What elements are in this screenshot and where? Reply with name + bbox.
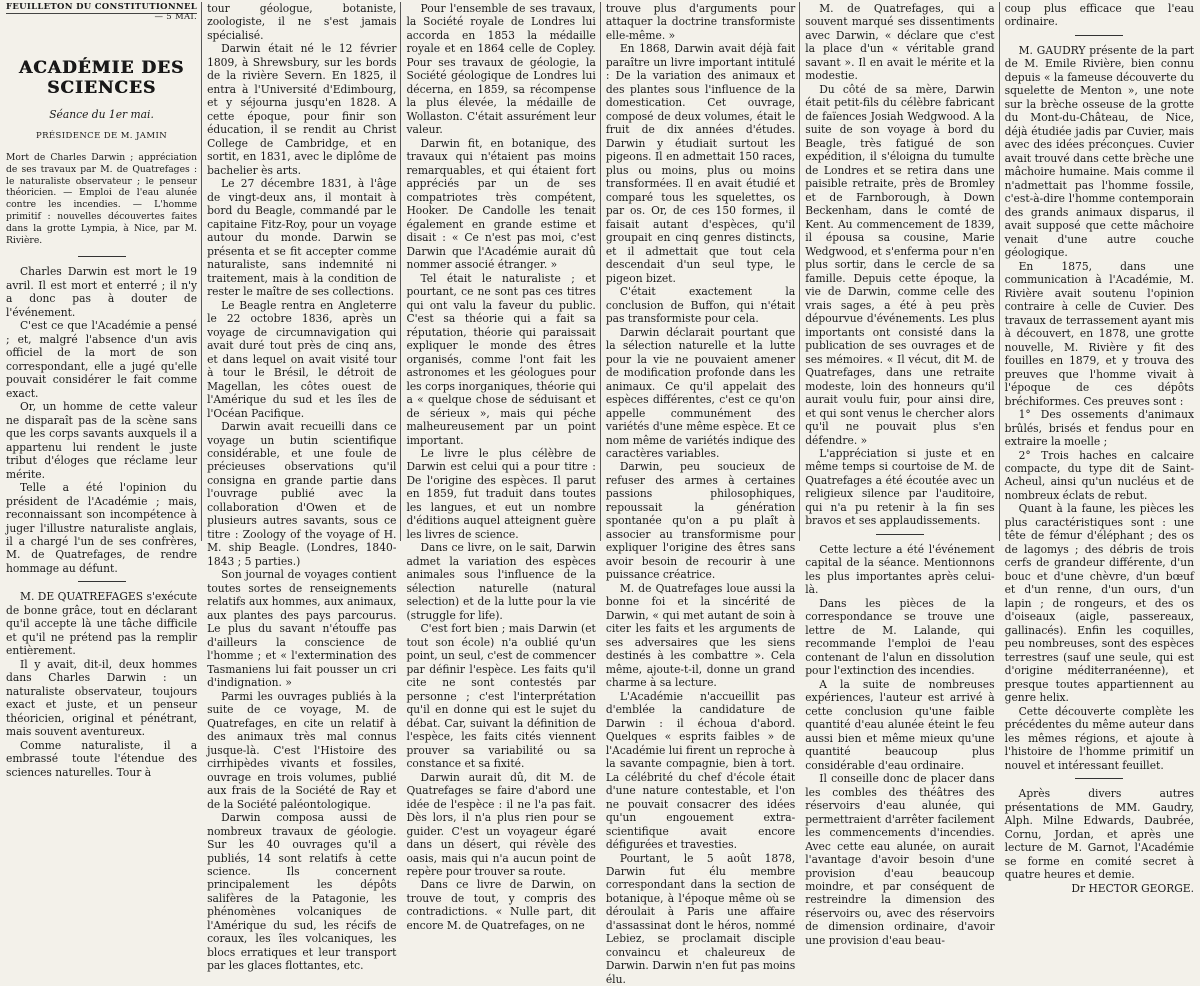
paragraph: Dans les pièces de la correspondance se trouve une lettre de M. Lalande, qui recommande l'emploi de l'eau contenant de l'alun en dissolution pour l'extinction des incendies. <box>805 596 995 678</box>
paragraph: Darwin avait recueilli dans ce voyage un butin scientifique considérable, et une foule de précieuses observations qu'il consigna en grande partie dans l'ouvrage publié avec la collaboration d'Owen et de plusieurs autres savants, sous ce titre : Zoology of the voyage of H. M. ship Beagle. (Londres, 1840-1843 ; 5 parties.) <box>207 420 397 568</box>
paragraph: Le 27 décembre 1831, à l'âge de vingt-deux ans, il montait à bord du Beagle, commandé par le capitaine Fitz-Roy, pour un voyage autour du monde. Darwin se présenta et se fit accepter comme naturaliste, sans indemnité ni traitement, mais à la condition de rester le maître de ses collections. <box>207 177 397 299</box>
section-divider <box>78 256 126 257</box>
paragraph: Darwin déclarait pourtant que la sélection naturelle et la lutte pour la vie ne pouvaient amener de modification profonde dans les animaux. Ce qu'il appelait des espèces différentes, c'est ce qu'on appelle communément des variétés d'une même espèce. Et ce nom même de variétés indique des caractères variables. <box>605 325 796 460</box>
section-divider <box>1075 35 1123 36</box>
paragraph: Il y avait, dit-il, deux hommes dans Charles Darwin : un naturaliste observateur, toujours exact et juste, et un penseur théoricien, original et pénétrant, mais souvent aventureux. <box>6 657 198 739</box>
paragraph: trouve plus d'arguments pour attaquer la doctrine transformiste elle-même. » <box>605 2 796 42</box>
paragraph: Dans ce livre de Darwin, on trouve de tout, y compris des contradictions. « Nulle part, dit encore M. de Quatrefages, on ne <box>406 878 596 932</box>
paragraph: C'est fort bien ; mais Darwin (et tout son école) n'a oublié qu'un point, un seul, c'est de commencer par définir l'espèce. Les faits qu'il cite ne sont contestés par personne ; c'est l'interprétation qu'il en donne qui est le sujet du débat. Car, suivant la définition de l'espèce, les faits cités viennent prouver sa variabilité ou sa constance et sa fixité. <box>406 622 596 771</box>
paragraph: Darwin, peu soucieux de refuser des armes à certaines passions philosophiques, repoussait la génération spontanée qu'on a pu plaît à associer au transformisme pour expliquer l'origine des êtres sans avoir besoin de recourir à une puissance créatrice. <box>605 460 796 582</box>
paragraph: Cette lecture a été l'événement capital de la séance. Mentionnons les plus importantes après celui-là. <box>805 542 995 597</box>
article-summary: Mort de Charles Darwin ; appréciation de ses travaux par M. de Quatrefages : le naturaliste observateur ; le penseur théoricien. — Emploi de l'eau alunée contre les incendies. — L'homme primitif : nouvelles découvertes faites dans la grotte Lympia, à Nice, par M. Rivière. <box>6 152 198 246</box>
section-divider <box>78 581 126 582</box>
paragraph: Comme naturaliste, il a embrassé toute l'étendue des sciences naturelles. Tour à <box>6 738 198 779</box>
paragraph: M. GAUDRY présente de la part de M. Emile Rivière, bien connu depuis « la fameuse découverte du squelette de Menton », une note sur la brèche osseuse de la grotte du Mont-du-Château, de Nice, déjà étudiée jadis par Cuvier, mais avec des idées préconçues. Cuvier avait trouvé dans cette brèche une mâchoire humaine. Mais comme il n'admettait pas l'homme fossile, c'est-à-dire l'homme contemporain des grands animaux disparus, il avait supposé que cette mâchoire venait d'une autre couche géologique. <box>1004 43 1194 260</box>
paragraph: Quant à la faune, les pièces les plus caractéristiques sont : une tête de fémur d'éléphant ; des os de lagomys ; des débris de trois cerfs de grandeur différente, d'un bouc et d'une chèvre, d'un bœuf et d'un renne, d'un ours, d'un lapin ; de rongeurs, et des os d'oiseaux (aigle, passereaux, gallinacés). Enfin les coquilles, peu nombreuses, sont des espèces terrestres (sauf une seule, qui est d'origine méditerranéenne), et presque toutes appartiennent au genre helix. <box>1004 502 1194 705</box>
paragraph: tour géologue, botaniste, zoologiste, il ne s'est jamais spécialisé. <box>207 2 397 42</box>
paragraph: En 1875, dans une communication à l'Académie, M. Rivière avait soutenu l'opinion contraire à celle de Cuvier. Des travaux de terrassement ayant mis à découvert, en 1878, une grotte nouvelle, M. Rivière y fit des fouilles en 1879, et y trouva des preuves que l'homme vivait à l'époque de ces dépôts bréchiformes. Ces preuves sont : <box>1004 259 1194 408</box>
article-signature: Dr HECTOR GEORGE. <box>1071 881 1194 895</box>
paragraph: coup plus efficace que l'eau ordinaire. <box>1004 2 1194 29</box>
paragraph: Le livre le plus célèbre de Darwin est celui qui a pour titre : De l'origine des espèces. Il parut en 1859, fut traduit dans toutes les langues, et eut un nombre d'éditions auquel atteignent guère les livres de science. <box>406 446 596 541</box>
paragraph: Il conseille donc de placer dans les combles des théâtres des réservoirs d'eau alunée, qui permettraient d'arrêter facilement les commencements d'incendies. Avec cette eau alunée, on aurait l'avantage d'avoir besoin d'une provision d'eau beaucoup moindre, et par conséquent de restreindre la dimension des réservoirs ou, avec des réservoirs de dimension ordinaire, d'avoir une provision d'eau beau- <box>805 772 995 947</box>
section-divider <box>876 534 924 535</box>
column-2 <box>207 2 397 973</box>
feuilleton-date: — 5 MAI. <box>154 12 198 22</box>
column-5 <box>805 2 995 947</box>
paragraph: Telle a été l'opinion du président de l'Académie ; mais, reconnaissant son incompétence à juger l'illustre naturaliste anglais, il a chargé l'un de ses confrères, M. de Quatrefages, de rendre hommage au défunt. <box>6 481 198 575</box>
paragraph: M. DE QUATREFAGES s'exécute de bonne grâce, tout en déclarant qu'il accepte là une tâche difficile et qu'il ne prétend pas la remplir entièrement. <box>6 590 198 658</box>
article-title: ACADÉMIE DES SCIENCES <box>18 58 185 98</box>
paragraph: M. de Quatrefages, qui a souvent marqué ses dissentiments avec Darwin, « déclare que c'est la place d'un « véritable grand savant ». Il en avait le mérite et la modestie. <box>805 2 995 83</box>
column-6 <box>1004 2 1194 895</box>
paragraph: Tel était le naturaliste ; et pourtant, ce ne sont pas ces titres qui ont valu la faveur du public. C'est sa théorie qui a fait sa réputation, théorie qui paraissait expliquer le monde des êtres organisés, comme l'ont fait les astronomes et les géologues pour les corps inorganiques, théorie qui a « quelque chose de séduisant et de sérieux », mais qui péche malheureusement par un point important. <box>406 271 596 447</box>
feuilleton-header <box>6 2 198 22</box>
column-3 <box>406 2 596 932</box>
paragraph: Charles Darwin est mort le 19 avril. Il est mort et enterré ; il n'y a donc pas à douter de l'événement. <box>6 265 198 319</box>
paragraph: L'Académie n'accueillit pas d'emblée la candidature de Darwin : il échoua d'abord. Quelques « esprits faibles » de l'Académie lui firent un reproche à la savante compagnie, bien à tort. La célébrité du chef d'école était d'une nature contestable, et l'on ne pouvait consacrer des idées qu'un engouement extra-scientifique avait encore défigurées et travesties. <box>605 689 796 852</box>
paragraph: Après divers autres présentations de MM. Gaudry, Alph. Milne Edwards, Daubrée, Cornu, Jordan, et après une lecture de M. Garnot, l'Académie se forme en comité secret à quatre heures et demie. <box>1004 787 1194 882</box>
paragraph: Dans ce livre, on le sait, Darwin admet la variation des espèces animales sous l'influence de la sélection naturelle (natural selection) et de la lutte pour la vie (struggle for life). <box>406 541 596 622</box>
paragraph: En 1868, Darwin avait déjà fait paraître un livre important intitulé : De la variation des animaux et des plantes sous l'influence de la domestication. Cet ouvrage, composé de deux volumes, était le fruit de dix années d'études. Darwin y étudiait surtout les pigeons. Il en admettait 150 races, plus ou moins, plus ou moins transformées. Il en avait étudié et comparé tous les squelettes, os par os. Or, de ces 150 formes, il faisait autant d'espèces, qu'il groupait en cinq genres distincts, et il admettait que tout cela descendait d'un seul type, le pigeon bizet. <box>605 42 796 285</box>
paragraph: Le Beagle rentra en Angleterre le 22 octobre 1836, après un voyage de circumnavigation qui avait duré tout près de cinq ans, et dans lequel on avait visité tour à tour le Brésil, le détroit de Magellan, les côtes ouest de l'Amérique du sud et les îles de l'Océan Pacifique. <box>207 298 397 420</box>
paragraph: L'appréciation si juste et en même temps si courtoise de M. de Quatrefages a été écoutée avec un religieux silence par l'auditoire, qui n'a pu retenir à la fin ses bravos et ses applaudissements. <box>805 446 995 528</box>
column-1 <box>6 2 198 779</box>
feuilleton-title: FEUILLETON DU CONSTITUTIONNEL <box>6 2 198 12</box>
section-divider <box>1075 778 1123 779</box>
seance-date: Séance du 1er mai. <box>49 108 154 121</box>
paragraph: A la suite de nombreuses expériences, l'auteur est arrivé à cette conclusion qu'une faible quantité d'eau alunée éteint le feu aussi bien et même mieux qu'une quantité beaucoup plus considérable d'eau ordinaire. <box>805 677 995 772</box>
paragraph: 2° Trois haches en calcaire compacte, du type dit de Saint-Acheul, ainsi qu'un nucléus et de nombreux éclats de rebut. <box>1004 448 1194 502</box>
paragraph: Cette découverte complète les précédentes du même auteur dans les mêmes régions, et ajoute à l'histoire de l'homme primitif un nouvel et intéressant feuillet. <box>1004 704 1194 772</box>
paragraph: Son journal de voyages contient toutes sortes de renseignements relatifs aux hommes, aux animaux, aux plantes des pays parcourus. Le plus du savant n'étouffe pas d'ailleurs la conscience de l'homme ; et « l'extermination des Tasmaniens lui fait pousser un cri d'indignation. » <box>207 568 397 690</box>
column-4 <box>605 2 796 986</box>
paragraph: Darwin fit, en botanique, des travaux qui n'étaient pas moins remarquables, et qui étaient fort appréciés par un de ses compatriotes très compétent, Hooker. De Candolle les tenait également en grande estime et disait : « Ce n'est pas moi, c'est Darwin que l'Académie aurait dû nommer associé étranger. » <box>406 136 596 272</box>
paragraph: 1° Des ossements d'animaux brûlés, brisés et fendus pour en extraire la moelle ; <box>1004 408 1194 449</box>
paragraph: Parmi les ouvrages publiés à la suite de ce voyage, M. de Quatrefages, en cite un relatif à des animaux très mal connus jusque-là. C'est l'Histoire des cirrhipèdes vivants et fossiles, ouvrage en trois volumes, publié aux frais de la Société de Ray et de la Société paléontologique. <box>207 689 397 811</box>
paragraph: C'était exactement la conclusion de Buffon, qui n'était pas transformiste pour cela. <box>605 285 796 326</box>
paragraph: Du côté de sa mère, Darwin était petit-fils du célèbre fabricant de faïences Josiah Wedgwood. A la suite de son voyage à bord du Beagle, très fatigué de son expédition, il s'éloigna du tumulte de Londres et se retira dans une paisible retraite, près de Bromley et de Farnborough, à Down Beckenham, dans le comté de Kent. Au commencement de 1839, il épousa sa cousine, Marie Wedgwood, et s'enferma pour n'en plus sortir, dans le cercle de sa famille. Depuis cette époque, la vie de Darwin, comme celle des vrais sages, a été à peu près dépourvue d'événements. Les plus importants ont consisté dans la publication de ses ouvrages et de ses mémoires. « Il vécut, dit M. de Quatrefages, dans une retraite modeste, loin des honneurs qu'il aurait voulu fuir, pour ainsi dire, et qui sont venus le chercher alors qu'il ne pouvait plus s'en défendre. » <box>805 82 995 447</box>
paragraph: Darwin était né le 12 février 1809, à Shrewsbury, sur les bords de la rivière Severn. En 1825, il entra à l'Université d'Edimbourg, et y séjourna jusqu'en 1828. A cette époque, pour finir son éducation, il se rendit au Christ College de Cambridge, et en sortit, en 1831, avec le diplôme de bachelier ès arts. <box>207 42 397 177</box>
presidence-line: PRÉSIDENCE DE M. JAMIN <box>36 131 168 142</box>
paragraph: Or, un homme de cette valeur ne disparaît pas de la scène sans que les corps savants auxquels il a appartenu lui rendent le juste tribut d'éloges que réclame leur mérite. <box>6 400 198 481</box>
paragraph: Pour l'ensemble de ses travaux, la Société royale de Londres lui accorda en 1853 la médaille royale et en 1864 celle de Copley. Pour ses travaux de géologie, la Société géologique de Londres lui décerna, en 1859, sa récompense la plus élevée, la médaille de Wollaston. C'était assurément leur valeur. <box>406 2 596 137</box>
paragraph: Darwin composa aussi de nombreux travaux de géologie. Sur les 40 ouvrages qu'il a publiés, 14 sont relatifs à cette science. Ils concernent principalement les dépôts salifères de la Patagonie, les phénomènes volcaniques de l'Amérique du sud, les récifs de coraux, les îles volcaniques, les blocs erratiques et leur transport par les glaces flottantes, etc. <box>207 811 397 973</box>
paragraph: M. de Quatrefages loue aussi la bonne foi et la sincérité de Darwin, « qui met autant de soin à citer les faits et les arguments de ses adversaires que les siens destinés à les combattre ». Cela même, ajoute-t-il, donne un grand charme à sa lecture. <box>605 581 796 690</box>
paragraph: Darwin aurait dû, dit M. de Quatrefages se faire d'abord une idée de l'espèce : il ne l'a pas fait. Dès lors, il n'a plus rien pour se guider. C'est un voyageur égaré dans un désert, qui révèle des oasis, mais qui n'a aucun point de repère pour trouver sa route. <box>406 770 596 878</box>
paragraph: Pourtant, le 5 août 1878, Darwin fut élu membre correspondant dans la section de botanique, à l'époque même où se déroulait à Paris une affaire d'assassinat dont le héros, nommé Lebiez, se proclamait disciple convaincu et chaleureux de Darwin. Darwin n'en fut pas moins élu. <box>605 851 796 986</box>
paragraph: C'est ce que l'Académie a pensé ; et, malgré l'absence d'un avis officiel de la mort de son correspondant, elle a jugé qu'elle pouvait considérer le fait comme exact. <box>6 319 198 400</box>
